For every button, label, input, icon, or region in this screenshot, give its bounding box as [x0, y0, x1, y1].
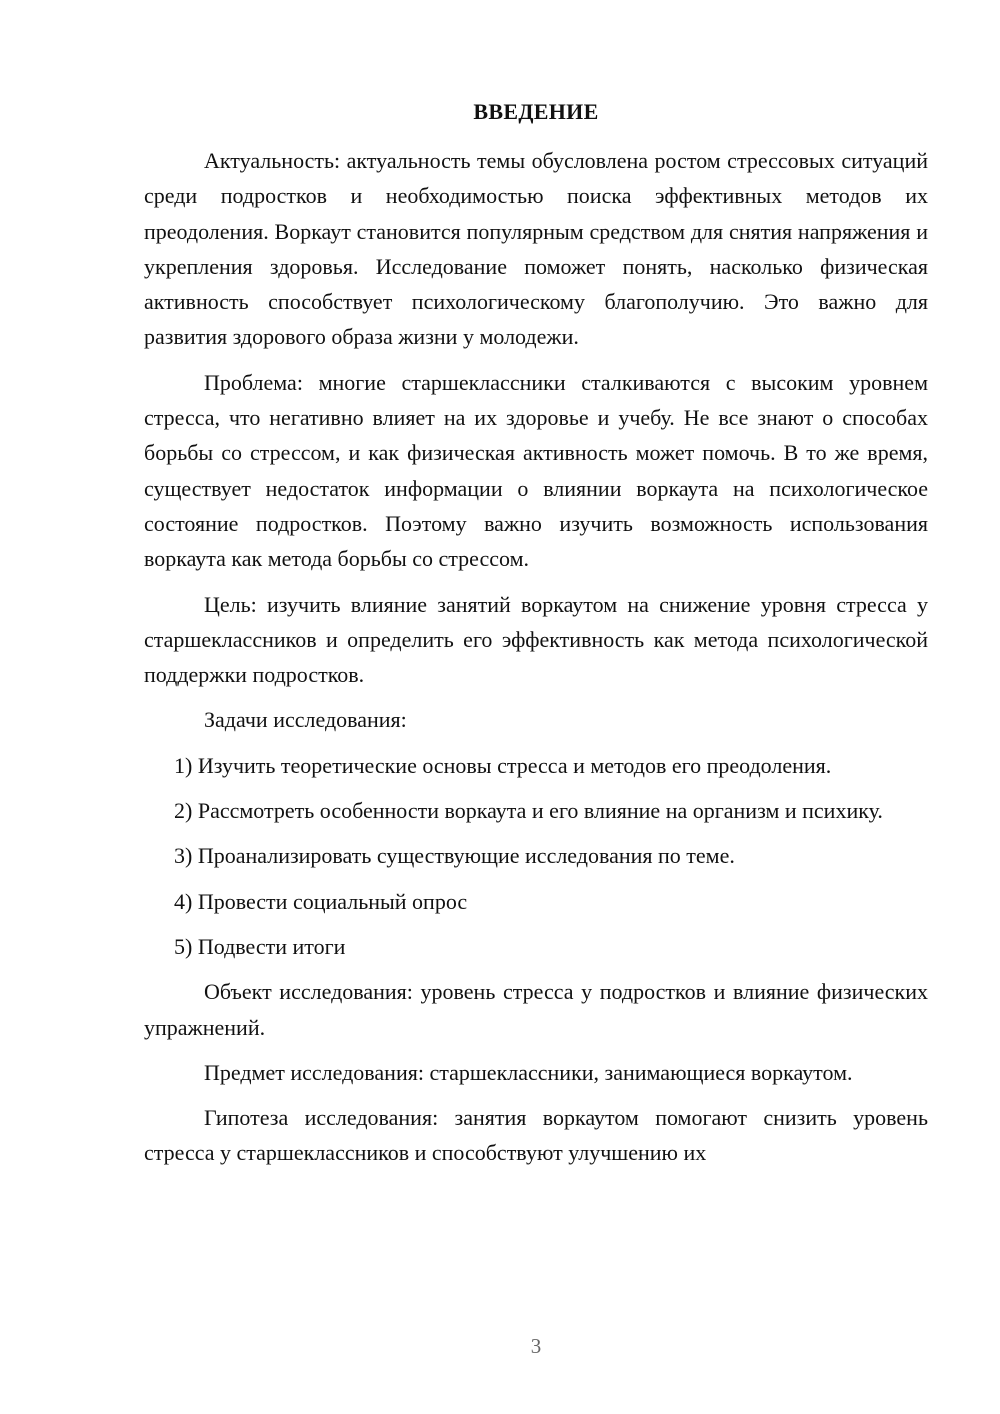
paragraph-relevance: Актуальность: актуальность темы обусловлена ростом стрессовых ситуаций среди подростков и необходимостью поиска эффективных методов их преодоления. Воркаут становится популярным средством для снятия напряжения и укрепления здоровья. Исследование поможет понять, насколько физическая активность способствует психологическому благополучию. Это важно для развития здорового образа жизни у молодежи. [144, 148, 928, 350]
task-item-3 [144, 838, 928, 873]
tasks-title: Задачи исследования: [204, 707, 407, 733]
task-number: 3) [174, 843, 193, 869]
page-number: 3 [530, 1334, 542, 1358]
paragraph-hypothesis: Гипотеза исследования: занятия воркаутом помогают снизить уровень стресса у старшеклассников и способствуют улучшению их [144, 1105, 928, 1166]
task-item-5 [144, 929, 928, 964]
task-text: Изучить теоретические основы стресса и методов его преодоления. [197, 752, 832, 778]
task-item-4 [144, 884, 928, 919]
paragraph-subject: Предмет исследования: старшеклассники, занимающиеся воркаутом. [204, 1059, 853, 1085]
task-item-2 [144, 793, 928, 828]
paragraph-goal: Цель: изучить влияние занятий воркаутом на снижение уровня стресса у старшеклассников и определить его эффективность как метода психологической поддержки подростков. [144, 591, 928, 688]
task-number: 2) [174, 798, 193, 824]
task-text: Проанализировать существующие исследования по теме. [197, 843, 735, 869]
task-text: Провести социальный опрос [197, 888, 468, 914]
task-item-1 [144, 748, 928, 783]
task-number: 1) [174, 752, 193, 778]
paragraph-problem: Проблема: многие старшеклассники сталкиваются с высоким уровнем стресса, что негативно влияет на их здоровье и учебу. Не все знают о способах борьбы со стрессом, и как физическая активность может помочь. В то же время, существует недостаток информации о влиянии воркаута на психологическое состояние подростков. Поэтому важно изучить возможность использования воркаута как метода борьбы со стрессом. [144, 369, 928, 572]
task-number: 5) [174, 933, 193, 959]
document-body [144, 143, 928, 1181]
paragraph-object: Объект исследования: уровень стресса у подростков и влияние физических упражнений. [144, 979, 928, 1040]
task-text: Рассмотреть особенности воркаута и его влияние на организм и психику. [197, 798, 883, 824]
task-text: Подвести итоги [197, 933, 346, 959]
task-number: 4) [174, 888, 193, 914]
section-heading: ВВЕДЕНИЕ [473, 99, 599, 124]
